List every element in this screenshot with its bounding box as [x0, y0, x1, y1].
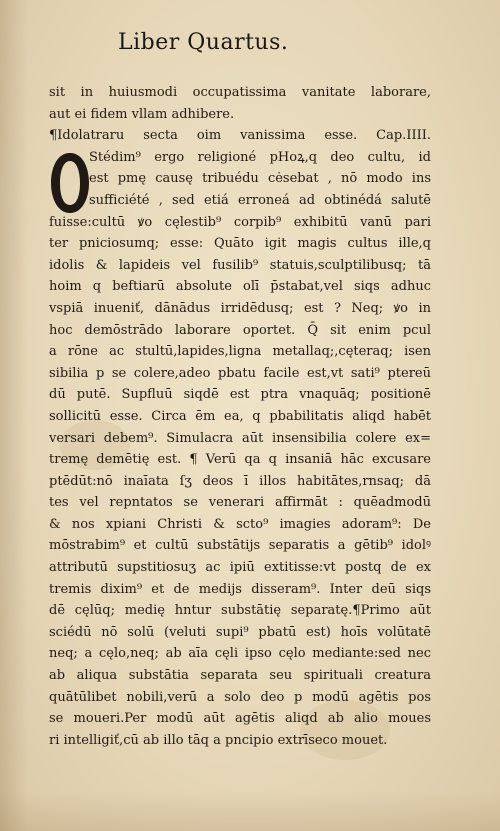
- text-line: dē cęlūq; medię hntur substātię separatę.¶Primo aūt: [49, 603, 431, 619]
- text-line: sciédū nō solū (veluti supi⁹ pbatū est) hoīs volūtatē: [49, 624, 431, 640]
- chapter-heading: ¶Idolatraru secta oim vanissima esse. Cap.IIII.: [49, 128, 431, 144]
- text-line: fuisse:cultū ꝟo cęlestib⁹ corpib⁹ exhibitū vanū pari: [49, 214, 431, 230]
- text-line: tremę demētię est. ¶ Verū qa q insaniā hāc excusare: [49, 452, 431, 468]
- text-line: hoc demōstrādo laborare oportet. Q̄ sit enim pcul: [49, 322, 431, 338]
- running-head: Liber Quartus.: [118, 30, 289, 55]
- text-line: ri intelligiť,cū ab illo tāq a pncipio extrīseco mouet.: [49, 732, 388, 748]
- text-line: sibilia p se colere,adeo pbatu facile est,vt sati⁹ ptereū: [49, 365, 431, 381]
- text-line: dū putē. Supfluū siqdē est ptra vnaquāq; positionē: [49, 387, 431, 403]
- text-line: quātūlibet nobili,verū a solo deo p modū agētis pos: [49, 689, 431, 705]
- text-line: ab aliqua substātia separata seu spirituali creatura: [49, 668, 431, 684]
- text-line: tremis dixim⁹ et de medijs disseram⁹. Inter deū siqs: [49, 581, 431, 597]
- body-text: [49, 82, 431, 751]
- text-line: est pmę causę tribuédu cėsebat , nō modo ins: [89, 171, 431, 187]
- text-line: attributū supstitiosuʒ ac ipiū extitisse:vt postq de ex: [49, 560, 431, 576]
- gutter-shadow: [0, 0, 28, 831]
- text-line: mōstrabim⁹ et cultū substātijs separatis a gētib⁹ idolꝰ: [49, 538, 431, 554]
- text-line: idolis & lapideis vel fusilib⁹ statuis,sculptilibusq; tā: [49, 257, 431, 273]
- text-line: tes vel repntatos se venerari affirmāt : quēadmodū: [49, 495, 431, 511]
- text-line: vspiā inueniť, dānādus irridēdusq; est ? Neq; ꝟo in: [49, 300, 431, 316]
- text-line: & nos xpiani Christi & scto⁹ imagies adoram⁹: De: [49, 516, 431, 532]
- text-line: neq; a cęlo,neq; ab aīa cęli ipso cęlo mediante:sed nec: [49, 646, 431, 662]
- text-line: aut ei fidem vllam adhibere.: [49, 106, 235, 122]
- bottom-edge-shadow: [0, 791, 500, 831]
- text-line: ptēdūt:nō inaīata ſʒ deos ī illos habitātes,rnsaq; dā: [49, 473, 431, 489]
- text-line: hoim q beftiarū absolute olī p̄stabat,vel siqs adhuc: [49, 279, 431, 295]
- text-line: se moueri.Per modū aūt agētis aliqd ab alio moues: [49, 711, 431, 727]
- text-line: sollicitū esse. Circa ēm ea, q pbabilitatis aliqd habēt: [49, 408, 431, 424]
- text-line: sit in huiusmodi occupatissima vanitate laborare,: [49, 85, 431, 100]
- text-line: ter pniciosumq; esse: Quāto igit magis cultus ille,q: [49, 236, 431, 252]
- text-line: sufficiété , sed etiá erroneá ad obtinédá salutē: [89, 192, 431, 208]
- text-line: a rōne ac stultū,lapides,ligna metallaq;,cęteraq; isen: [49, 344, 431, 360]
- text-line: Stédim⁹ ergo religioné pHoꝝ,q deo cultu, id: [89, 149, 431, 165]
- text-line: versari debem⁹. Simulacra aūt insensibilia colere ex=: [49, 430, 431, 446]
